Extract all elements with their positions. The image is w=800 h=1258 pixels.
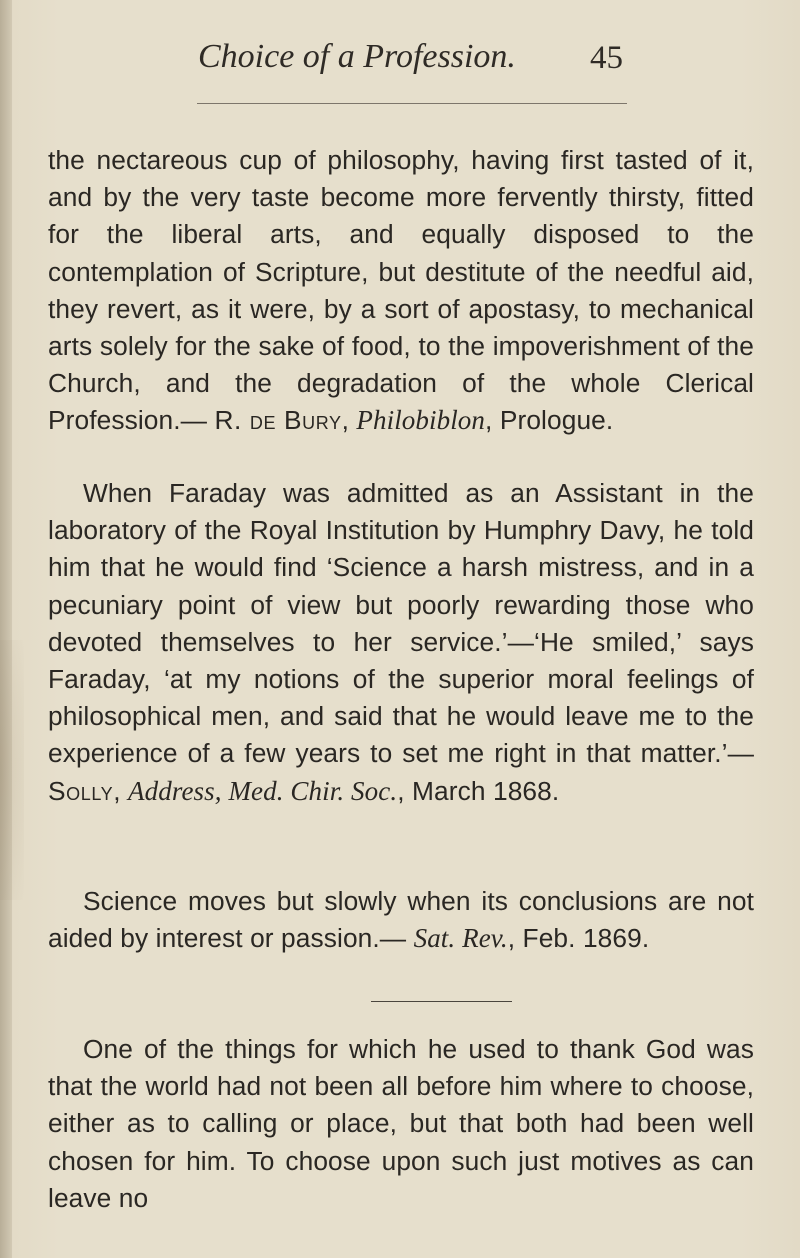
- citation-work: Sat. Rev.: [413, 923, 508, 954]
- page-stain: [0, 640, 24, 900]
- header-rule: [197, 103, 627, 104]
- passage-philobiblon: [48, 142, 754, 440]
- passage-text: [48, 1031, 754, 1217]
- citation-work: Address, Med. Chir. Soc.: [128, 775, 398, 806]
- passage-text: [48, 142, 754, 440]
- passage-body: When Faraday was admitted as an Assistant in the laboratory of the Royal Institution by Humphry Davy, he told him that he would find ‘Science a harsh mistress, and in a pecuniary point of view but poorly rewarding those who devoted themselves to her service.’—‘He smiled,’ says Faraday, ‘at my notions of the superior moral feelings of philosophical men, and said that he would leave me to the experience of a few years to set me right in that matter.’—: [48, 478, 754, 769]
- passage-body: One of the things for which he used to thank God was that the world had not been all before him where to choose, either as to calling or place, but that both had been well chosen for him. To choose upon such just motives as can leave no: [48, 1034, 754, 1213]
- passage-body: Science moves but slowly when its conclusions are not aided by interest or passion.—: [48, 886, 754, 954]
- page-number: 45: [590, 40, 623, 76]
- passage-body: the nectareous cup of philosophy, having first tasted of it, and by the very taste become more fervently thirsty, fitted for the liberal arts, and equally disposed to the contemplation of Scripture, but destitute of the needful aid, they revert, as it were, by a sort of apostasy, to mechanical arts solely for the sake of food, to the impoverishment of the Church, and the degradation of the whole Clerical Profession.—: [48, 145, 754, 436]
- citation-work: Philobiblon: [356, 405, 486, 436]
- citation-tail: , Prologue.: [485, 405, 614, 436]
- passage-science: [48, 883, 754, 957]
- binding-edge: [0, 0, 12, 1258]
- passage-faraday: [48, 475, 754, 810]
- page-header: [0, 38, 800, 98]
- citation-separator: ,: [113, 775, 129, 806]
- passage-calling: [48, 1031, 754, 1217]
- section-divider: [371, 1001, 512, 1002]
- citation-author: Solly: [48, 775, 114, 806]
- citation-separator: ,: [341, 405, 357, 436]
- running-title: Choice of a Profession.: [198, 38, 516, 75]
- passage-text: [48, 883, 754, 957]
- citation-author: R. de Bury: [214, 405, 342, 436]
- passage-text: [48, 475, 754, 810]
- citation-tail: , March 1868.: [397, 775, 560, 806]
- citation-tail: , Feb. 1869.: [507, 923, 650, 954]
